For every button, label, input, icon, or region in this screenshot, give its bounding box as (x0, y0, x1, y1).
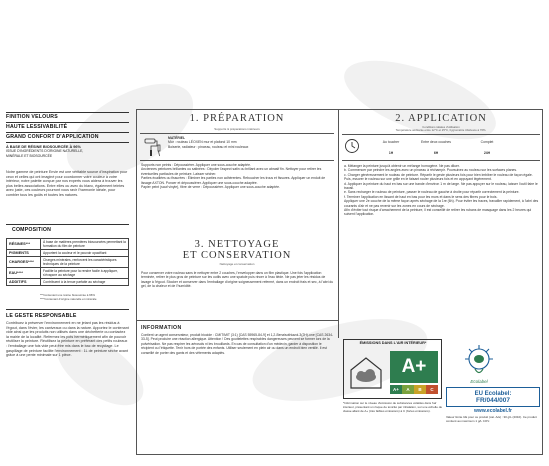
composition-notes: ***Contenant une résine biosourcée à 96% ****Contenant d'origine naturelle et minérale (40, 293, 97, 301)
scale-b: B (414, 385, 426, 394)
roller-brush-icon (144, 137, 162, 157)
emissions-grade: A+ (390, 351, 438, 383)
list-item: a. Mélanger la peinture jusqu'à obtenir un mélange homogène. Ne pas diluer. (344, 164, 460, 168)
list-item: b. Commencer par peindre les angles avec un pinceau à réchampir. Poursuivez au rouleau sur les surfaces planes. (344, 168, 518, 173)
drying-recoat-value: 6H (433, 151, 439, 155)
table-row: RÉSINES*** À base de matières premières biosourcées permettant la formation du film de peinture (7, 239, 129, 250)
materials-block: MATÉRIEL Mur : rouleau LÉOXEN mur et plafond 10 mm Boiserie, radiateur : pinceau, rouleau et mini rouleaux (168, 136, 249, 149)
ecolabel-url: www.ecolabel.fr (474, 408, 512, 414)
list-item: f. Terminer l'application en lissant de haut en bas pour les murs et dans le sens des fibres pour le bois. (344, 194, 498, 199)
information-title: INFORMATION (141, 325, 182, 331)
washability-title: HAUTE LESSIVABILITÉ (6, 124, 68, 130)
drying-full-value: 24H (483, 151, 491, 155)
list-item: c. Charger généreusement le rouleau de peinture. Répartir le geste plusieurs fois pour bien imbiber le rouleau de façon égale. Puis, essorer le rouleau sur une grille en le faisant rouler plusieurs fois et en appuyant légèrement. (344, 172, 533, 182)
list-item: d. Appliquer la peinture du haut en bas sur une bande d'environ 1 m de large. Ne pas appuyer sur le rouleau, laisser l'outil faire le travail. (344, 181, 538, 191)
scale-a: A (402, 385, 414, 394)
divider (342, 160, 540, 161)
intro-text: Notre gamme de peinture Envie est une véritable source d'inspiration pour ceux et celles qui ont imaginé pour coordonner votre couleur à votre intérieur, notre palette conçue par nos experts vous aidera à trouver les plus belles associations. Entre elles ou avec du blanc, également teintes avec juste, ces couleurs pourront vous ravir l'harmonie idéale, pour combler tous les goûts et toutes les natures. (6, 170, 128, 197)
list-item: e. Sans recharger le rouleau de peinture, passer le rouleau de gauche à droite pour répartir correctement la peinture. (344, 190, 520, 195)
drying-touch-label: Au toucher (382, 140, 400, 144)
information-text: Contient un agent conservateur, produit biocide : CMIT/MIT (3:1) [CAS 55965-84-9] et 1,2-Benzisothiazol-3(2H)-one [CAS 2634-33-5]. Peut produire une réaction allergique. Attention ! Des gouttelettes respirables dangereuses peuvent se former lors de la pulvérisation. Ne pas respirer les aérosols ni les brouillards. En cas de consultation d'un médecin, garder à disposition le récipient ou l'étiquette. Tenir hors de portée des enfants. Utiliser seulement en plein air ou dans un endroit bien ventilé. Il est conseillé de porter des gants et des vêtements adaptés. (141, 333, 334, 355)
list-item: Afin d'éviter tout risque d'arrachement de la peinture, il est conseillé de retirer les rubans de masquage dans les 2 heures qui suivent l'application. (344, 208, 532, 217)
drying-recoat-label: Entre deux couches (421, 140, 451, 144)
ecolabel-note: Valeur limite UE pour ce produit (cat. A/a) : 30 g/L (2010). Ce produit contient au maximum 1 g/L COV. (446, 415, 537, 423)
list-item: Appliquer une 2e couche de la même façon après séchage de la 1re (6h). Pour éviter les traces, travailler rapidement, à l'abri des courants d'air et ne pas revenir sur les zones en cours de séchage. (344, 199, 539, 208)
responsible-text: Contribuez à préserver l'environnement en ne jetant pas les résidus à l'égout, dans l'évier, les caniveaux ou dans la nature. Apportez le contenant vide ainsi que les produits non utilisés dans une déchetterie ou contactez la mairie de la localité. Refermez les pots hermétiquement afin de pouvoir réutiliser la peinture. Réutilisez la peinture en préférant des petits rouleaux : l'emballage une fois vide peut être mis dans le bac de recyclage. Le gaspillage de peinture facilite l'environnement : 1L de peinture sèche avant grâce à une pente minimale sur 1 pièce. (6, 321, 129, 358)
resin-subtitle: À BASE DE RÉSINE BIOSOURCÉE À 96% ISSUE D'INGRÉDIENTS D'ORIGINE NATURELLE, MINÉRALE ET BIOSOURCÉE (6, 145, 84, 158)
emissions-title: ÉMISSIONS DANS L'AIR INTÉRIEUR* (359, 341, 427, 345)
table-row: EAU**** Facilite la peinture pour la rendre facile à appliquer, s'évapore au séchage (7, 268, 129, 279)
table-row: ADDITIFS Contribuent à la tenue parfaite au séchage (7, 279, 129, 286)
divider (136, 320, 338, 321)
divider (6, 309, 129, 310)
divider (6, 112, 129, 113)
emissions-scale (390, 385, 438, 394)
table-row: PIGMENTS Apportent la couleur et le pouvoir opacifiant (7, 250, 129, 257)
application-title: 2. APPLICATION (395, 113, 487, 124)
preparation-title: 1. PRÉPARATION (189, 113, 285, 124)
column-divider (338, 109, 339, 338)
ecolabel-flower-icon (455, 343, 503, 379)
cleaning-title: 3. NETTOYAGE ET CONSERVATION (182, 239, 292, 261)
responsible-title: LE GESTE RESPONSABLE (6, 313, 77, 319)
drying-touch-value: 1H (388, 151, 394, 155)
divider (6, 132, 129, 133)
divider (6, 224, 129, 225)
composition-table (6, 238, 129, 286)
ecolabel-code: FR/044/007 (476, 396, 510, 404)
divider (6, 122, 129, 123)
scale-c: C (426, 385, 438, 394)
ecolabel-code-box (446, 387, 540, 407)
cleaning-text: Pour conserver votre rouleau sans le nettoyer entre 2 couches, l'envelopper dans un film plastique. Une fois l'application terminée, retirer le plus gros de peinture sur les outils avec une spatule puis rincer à l'eau tiède. Ne pas jeter les résidus de lavage à l'égout. Stocker et conserver dans l'emballage d'origine soigneusement refermé, dans un endroit frais et sec, à l'abri du gel, de la chaleur et de l'humidité. (141, 271, 334, 289)
application-steps (344, 164, 540, 217)
preparation-subtitle: Supports & préparations intérieurs (214, 127, 260, 131)
composition-title: COMPOSITION (12, 227, 52, 233)
divider (6, 142, 129, 143)
divider (140, 160, 334, 161)
drying-clock-icon (344, 138, 360, 154)
ecolabel-name: Ecolabel (470, 379, 488, 384)
table-row: CHARGES**** Charges minérales, renforcent les caractéristiques techniques de la peinture (7, 257, 129, 268)
divider (140, 133, 334, 134)
house-cloud-icon (347, 350, 385, 392)
emissions-note: *Information sur le niveau d'émission de substances volatiles dans l'air intérieur, présentant un risque de toxicité par inhalation, sur une échelle de classe allant de A+ (très faibles émissions) à C (fortes émissions). (343, 401, 443, 413)
comfort-title: GRAND CONFORT D'APPLICATION (6, 134, 99, 140)
cleaning-subtitle: Nettoyage et conservation (219, 262, 255, 266)
drying-full-label: Complet (480, 140, 494, 144)
divider (342, 134, 540, 135)
application-conditions: Conditions idéales d'utilisation Température ambiante entre 12°C et 25°C, hygrométrie inférieure à 70%. (395, 125, 487, 133)
scale-a-plus: A+ (390, 385, 402, 394)
ecolabel-code-label: EU Ecolabel: (474, 390, 512, 397)
finish-title: FINITION VELOURS (6, 114, 58, 120)
supports-text: Supports non peints : Dépoussiérer. Appliquer une sous-couche adaptée. Anciennes peintures brillantes ou satinées : Dépoler l'aspect satin ou brillant avec un abrasif fin. Nettoyer pour retirer les éventuelles particules de peinture. Laisser sécher. Parties écaillées ou fissurées : Éliminer les parties non adhérentes. Reboucher les trous et fissures. Appliquer un enduit de lissage AXTON. Poncer et dépoussiérer. Appliquer une sous-couche adaptée. Papier peint (sauf vinyle), fibre de verre : Dépoussiérer. Appliquer une sous-couche adaptée. (141, 163, 326, 190)
